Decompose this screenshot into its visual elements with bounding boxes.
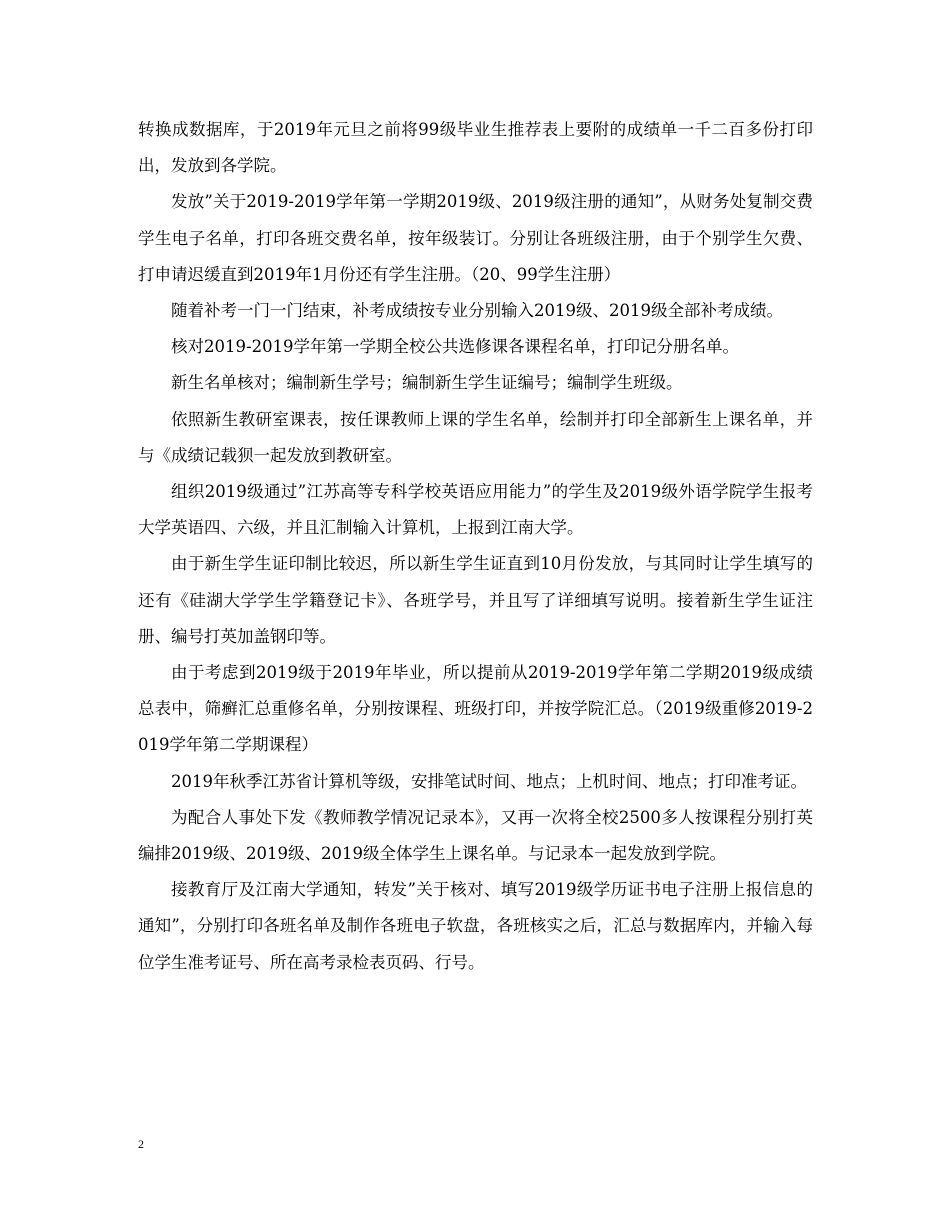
paragraph-3: 随着补考一门一门结束，补考成绩按专业分别输入2019级、2019级全部补考成绩。 [171, 301, 783, 321]
paragraph-10: 2019年秋季江苏省计算机等级，安排笔试时间、地点；上机时间、地点；打印准考证。 [171, 771, 807, 791]
paragraph-8: 由于新生学生证印制比较迟，所以新生学生证直到10月份发放，与其同时让学生填写的还有《硅湖大学学生学籍登记卡》、各班学号，并且写了详细填写说明。接着新生学生证注册、编号打英加盖钢印等。 [138, 554, 813, 646]
page-number: 2 [138, 1137, 144, 1151]
paragraph-2: 发放”关于2019-2019学年第一学期2019级、2019级注册的通知”，从财务处复制交费学生电子名单，打印各班交费名单，按年级装订。分别让各班级注册，由于个别学生欠费、打申请迟缓直到2019年1月份还有学生注册。（20、99学生注册） [138, 192, 813, 284]
paragraph-4: 核对2019-2019学年第一学期全校公共选修课各课程名单，打印记分册名单。 [171, 337, 740, 357]
paragraph-1: 转换成数据库，于2019年元旦之前将99级毕业生推荐表上要附的成绩单一千二百多份打印出，发放到各学院。 [138, 120, 813, 176]
paragraph-12: 接教育厅及江南大学通知，转发”关于核对、填写2019级学历证书电子注册上报信息的通知”，分别打印各班名单及制作各班电子软盘，各班核实之后，汇总与数据库内，并输入每位学生准考证号、所在高考录检表页码、行号。 [138, 880, 813, 972]
paragraph-11: 为配合人事处下发《教师教学情况记录本》，又再一次将全校2500多人按课程分别打英编排2019级、2019级、2019级全体学生上课名单。与记录本一起发放到学院。 [138, 807, 813, 864]
paragraph-9: 由于考虑到2019级于2019年毕业，所以提前从2019-2019学年第二学期2019级成绩总表中，筛癣汇总重修名单，分别按课程、班级打印，并按学院汇总。（2019级重修2019-2019学年第二学期课程） [138, 663, 813, 755]
document-body [138, 112, 813, 981]
paragraph-6: 依照新生教研室课表，按任课教师上课的学生名单，绘制并打印全部新生上课名单，并与《成绩记载狈一起发放到教研室。 [138, 409, 813, 465]
paragraph-5: 新生名单核对；编制新生学号；编制新生学生证编号；编制学生班级。 [171, 373, 683, 393]
paragraph-7: 组织2019级通过”江苏高等专科学校英语应用能力”的学生及2019级外语学院学生报考大学英语四、六级，并且汇制输入计算机，上报到江南大学。 [138, 482, 813, 538]
